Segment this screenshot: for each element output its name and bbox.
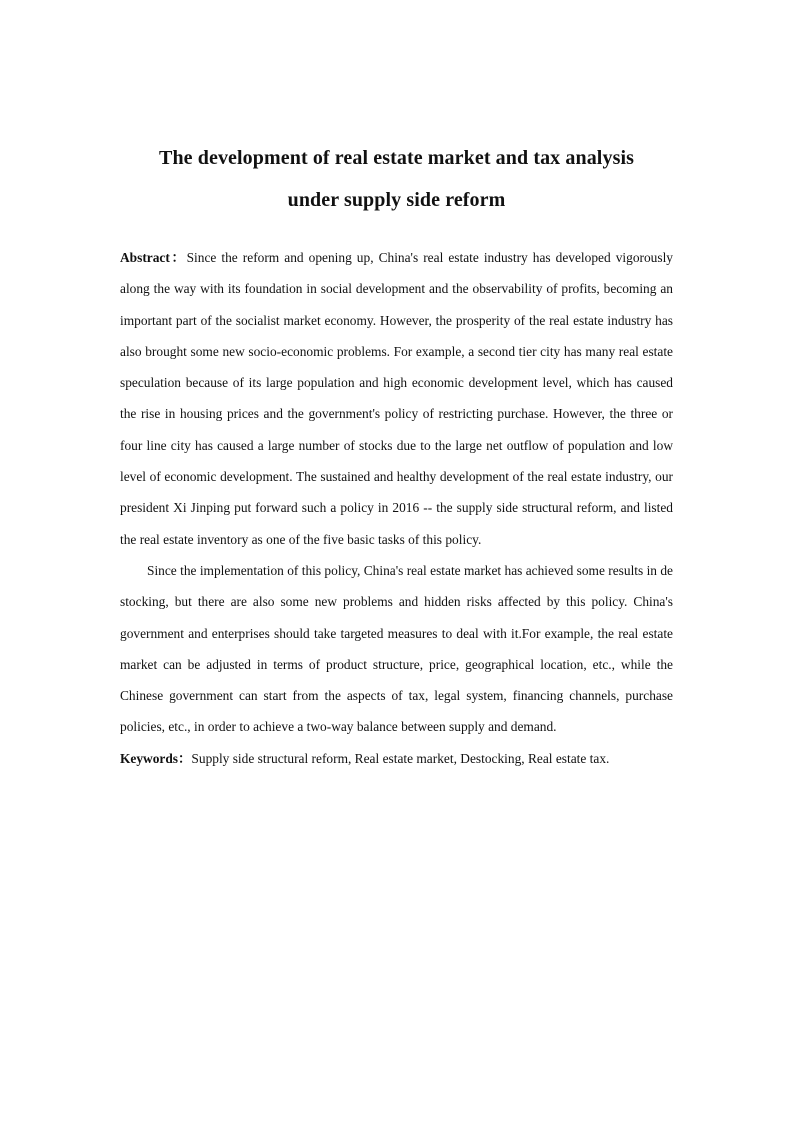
abstract-paragraph-2: Since the implementation of this policy, China's real estate market has achieved some results in de stocking, but there are also some new problems and hidden risks affected by this policy. China's government and enterprises should take targeted measures to deal with it.For example, the real estate market can be adjusted in terms of product structure, price, geographical location, etc., while the Chinese government can start from the aspects of tax, legal system, financing channels, purchase policies, etc., in order to achieve a two-way balance between supply and demand. [120, 562, 673, 735]
abstract-label: Abstract： [120, 250, 187, 265]
abstract-section [120, 242, 673, 774]
keywords-text: Supply side structural reform, Real estate market, Destocking, Real estate tax. [191, 750, 610, 766]
keywords-label: Keywords： [120, 750, 192, 766]
abstract-paragraph-1 [120, 242, 673, 555]
title-line-1: The development of real estate market and tax analysis [159, 147, 634, 169]
abstract-text-1: Since the reform and opening up, China's real estate industry has developed vigorously along the way with its foundation in social development and the observability of profits, becoming an important part of the socialist market economy. However, the prosperity of the real estate industry has also brought some new socio-economic problems. For example, a second tier city has many real estate speculation because of its large population and high economic development level, which has caused the rise in housing prices and the government's policy of restricting purchase. However, the three or four line city has caused a large number of stocks due to the large net outflow of population and low level of economic development. The sustained and healthy development of the real estate industry, our president Xi Jinping put forward such a policy in 2016 -- the supply side structural reform, and listed the real estate inventory as one of the five basic tasks of this policy. [120, 250, 673, 547]
keywords-line [120, 743, 673, 774]
title-line-2: under supply side reform [287, 189, 506, 211]
